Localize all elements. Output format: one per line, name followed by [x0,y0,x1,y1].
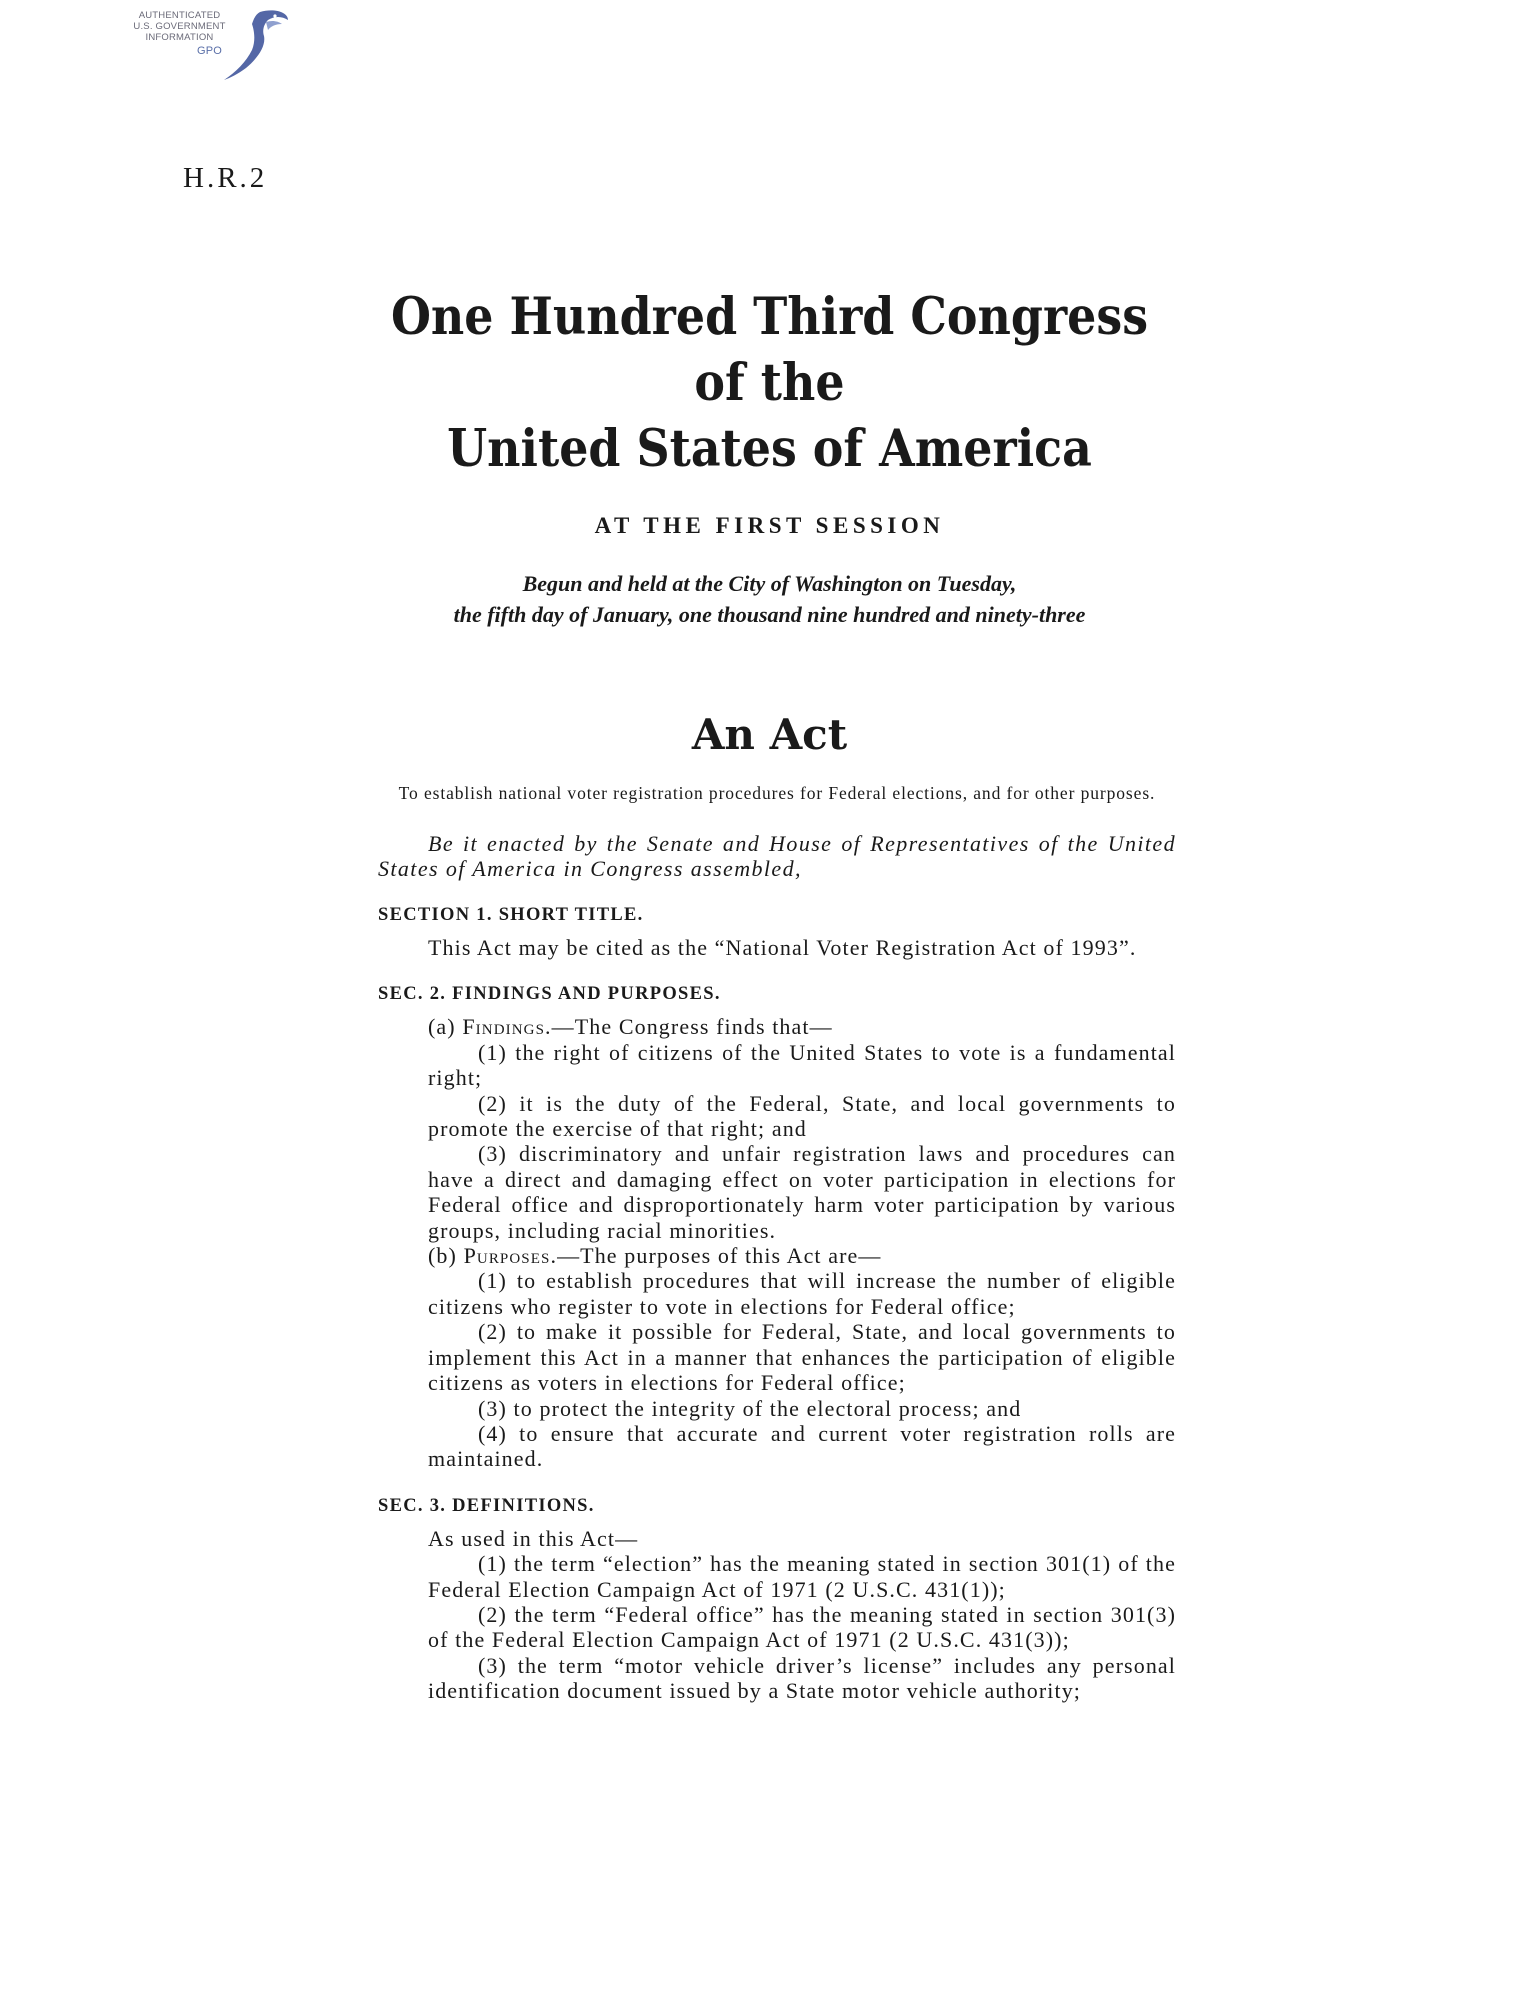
section-2-heading: SEC. 2. FINDINGS AND PURPOSES. [378,984,721,1005]
dateline-line-1: Begun and held at the City of Washington on Tuesday, [522,571,1017,596]
dateline-line-2: the fifth day of January, one thousand nine hundred and ninety-three [453,602,1086,627]
subsection-a-label: (a) [428,1014,463,1040]
bill-number: H.R.2 [183,162,268,194]
act-purpose: To establish national voter registration procedures for Federal elections, and for other purposes. [398,783,1156,803]
section-1-heading: SECTION 1. SHORT TITLE. [378,905,644,925]
subsection-a-caption: Findings [462,1014,546,1040]
subsection-b-label: (b) [428,1243,464,1269]
congress-title-line-2: of the [694,353,845,413]
enacting-clause: Be it enacted by the Senate and House of Representatives of the United States of America in Congress assembled, [378,831,1176,881]
purpose-4: (4) to ensure that accurate and current voter registration rolls are maintained. [428,1420,1176,1472]
subsection-b-intro [378,1243,1176,1268]
bill-body [378,782,1176,1704]
subsection-a-intro [378,1014,1176,1039]
definition-3: (3) the term “motor vehicle driver’s license” includes any personal identification document issued by a State motor vehicle authority; [428,1652,1176,1704]
section-2-body [378,1014,1176,1471]
section-1-body [378,935,1176,960]
subsection-a-text: .—The Congress finds that— [545,1014,833,1040]
session-heading: AT THE FIRST SESSION [594,513,945,538]
seal-line-2: U.S. GOVERNMENT [133,21,226,32]
finding-2: (2) it is the duty of the Federal, State, and local governments to promote the exercise of that right; and [428,1090,1176,1142]
finding-1: (1) the right of citizens of the United States to vote is a fundamental right; [428,1039,1176,1091]
congress-title-line-1: One Hundred Third Congress [390,287,1149,347]
congress-title [77,284,1462,482]
definition-2: (2) the term “Federal office” has the meaning stated in section 301(3) of the Federal Election Campaign Act of 1971 (2 U.S.C. 431(3)); [428,1601,1176,1653]
purpose-2: (2) to make it possible for Federal, State, and local governments to implement this Act in a manner that enhances the participation of eligible citizens as voters in elections for Federal office; [428,1319,1176,1396]
subsection-b-text: .—The purposes of this Act are— [550,1243,882,1269]
section-3-body [378,1526,1176,1704]
congress-title-line-3: United States of America [447,419,1092,479]
purpose-3: (3) to protect the integrity of the electoral process; and [478,1395,1022,1421]
section-1-text: This Act may be cited as the “National Voter Registration Act of 1993”. [428,935,1137,960]
seal-line-1: AUTHENTICATED [138,10,221,21]
act-heading: An Act [691,710,848,759]
gpo-seal-text [122,10,237,57]
finding-3: (3) discriminatory and unfair registration laws and procedures can have a direct and damaging effect on voter participation in elections for Federal office and disproportionately harm voter participation by various groups, including racial minorities. [428,1141,1176,1243]
subsection-b-caption: Purposes [463,1243,551,1269]
eagle-icon [222,6,292,86]
seal-line-3: INFORMATION [145,32,214,43]
seal-line-4: GPO [196,45,223,57]
definition-1: (1) the term “election” has the meaning stated in section 301(1) of the Federal Election Campaign Act of 1971 (2 U.S.C. 431(1)); [428,1551,1176,1602]
gpo-authentication-seal [122,6,292,86]
section-3-heading: SEC. 3. DEFINITIONS. [378,1495,595,1516]
purpose-1: (1) to establish procedures that will increase the number of eligible citizens who register to vote in elections for Federal office; [428,1268,1176,1319]
definitions-intro: As used in this Act— [428,1525,639,1551]
session-dateline [0,568,1539,630]
